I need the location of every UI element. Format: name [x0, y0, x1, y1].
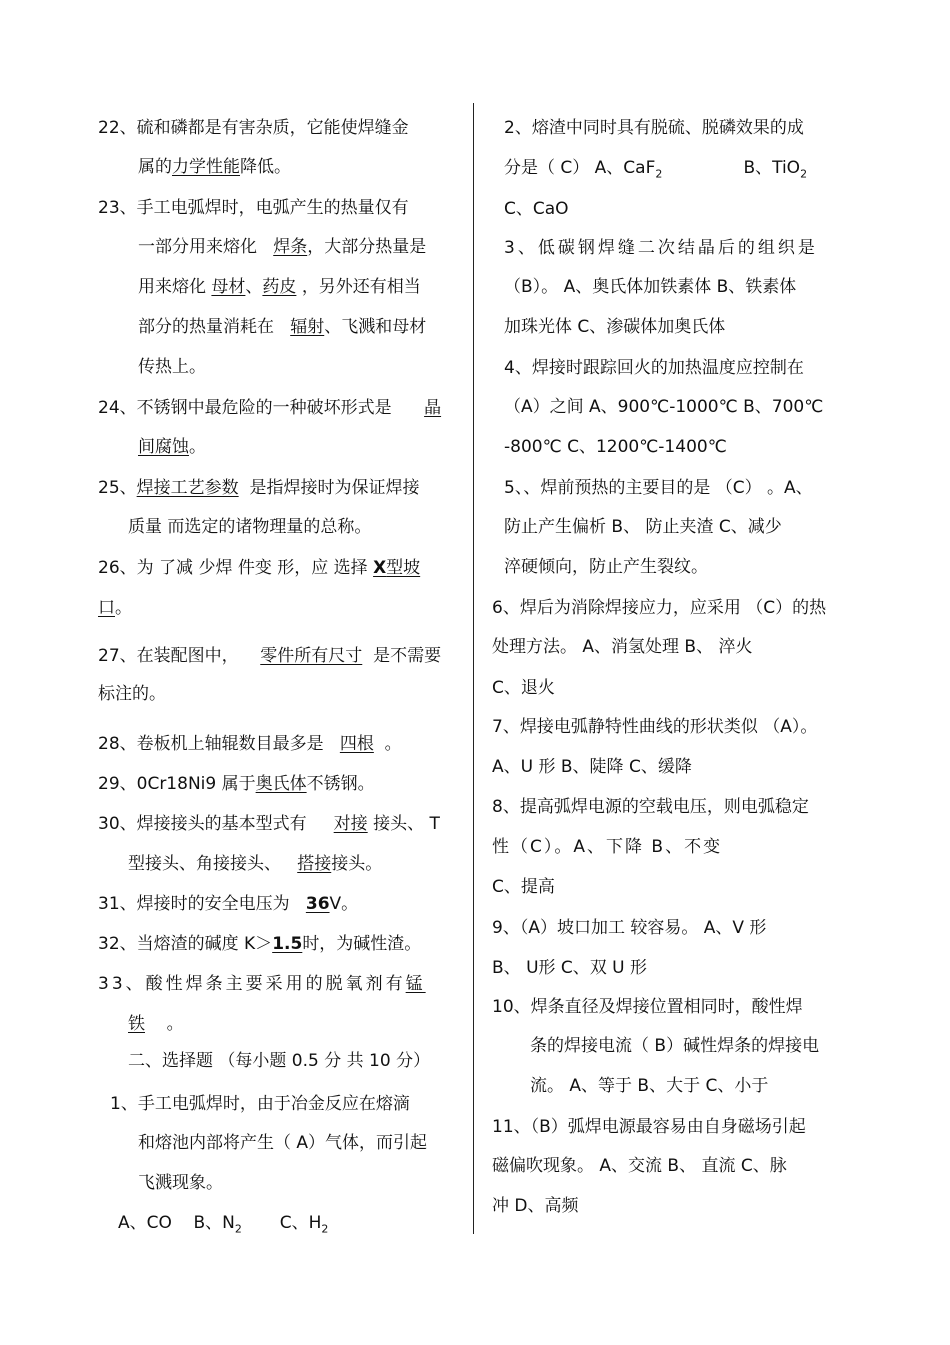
text: 条的焊接电流（ B）碱性焊条的焊接电	[530, 1036, 820, 1056]
answer-blank: 力学性能	[172, 157, 240, 177]
question-32	[98, 933, 421, 955]
question-23-line-5	[138, 356, 206, 378]
text: C、提高	[492, 877, 555, 897]
choice-2-line-2	[504, 157, 807, 185]
text: 10、焊条直径及焊接位置相同时，酸性焊	[492, 997, 803, 1017]
text: 防止产生偏析 B、 防止夹渣 C、减少	[504, 517, 782, 537]
text: 。	[115, 598, 132, 618]
text: 25、	[98, 478, 137, 498]
answer-blank: 药皮	[262, 277, 297, 297]
question-22-line-2	[138, 156, 291, 178]
question-26-line-2	[98, 597, 132, 619]
choice-1-options	[118, 1212, 328, 1240]
text: 23、手工电弧焊时，电弧产生的热量仅有	[98, 198, 409, 218]
text: 接头、 T	[373, 814, 440, 834]
text: 26、为 了减 少焊 件变 形，应 选择	[98, 558, 368, 578]
choice-4-line-1	[504, 357, 804, 379]
text: 飞溅现象。	[138, 1173, 223, 1193]
text: 29、0Cr18Ni9 属于	[98, 774, 256, 794]
answer-blank: 口	[98, 598, 115, 618]
option-a: A、CO	[118, 1213, 172, 1233]
answer-blank: X	[373, 558, 387, 578]
answer-blank: 母材	[211, 277, 246, 297]
text: 型接头、角接接头、	[128, 854, 281, 874]
text: 2、熔渣中同时具有脱硫、脱磷效果的成	[504, 118, 804, 138]
text: 传热上。	[138, 357, 206, 377]
text: C、退火	[492, 678, 555, 698]
text: 时，为碱性渣。	[302, 934, 422, 954]
text: 降低。	[240, 157, 291, 177]
choice-11-line-1	[492, 1116, 806, 1138]
choice-9-line-1	[492, 917, 766, 939]
choice-7-line-1	[492, 716, 817, 738]
option-c: C、H	[279, 1213, 322, 1233]
subscript: 2	[234, 1222, 242, 1236]
text: （A）之间 A、900℃-1000℃ B、700℃	[504, 397, 824, 417]
text: B、 U形 C、双 U 形	[492, 958, 648, 978]
choice-2-line-3	[504, 198, 569, 220]
choice-10-line-2	[530, 1035, 819, 1057]
text: 24、不锈钢中最危险的一种破坏形式是	[98, 398, 392, 418]
text: （B）。 A、奥氏体加铁素体 B、铁素体	[504, 277, 797, 297]
question-24-line-2	[138, 436, 206, 458]
answer-blank: 焊条	[273, 237, 308, 257]
text: A、U 形 B、陡降 C、缓降	[492, 757, 692, 777]
text: 是不需要	[373, 646, 442, 666]
choice-4-line-3	[504, 436, 727, 458]
text: 32、当熔渣的碱度 K＞	[98, 934, 273, 954]
answer-blank: 型坡	[386, 558, 421, 578]
option-b: B、TiO	[743, 158, 801, 178]
text: 8、提高弧焊电源的空载电压，则电弧稳定	[492, 797, 809, 817]
text: ，大部分热量是	[307, 237, 427, 257]
question-23-line-1	[98, 197, 409, 219]
text: ，另外还有相当	[301, 277, 421, 297]
text: 4、焊接时跟踪回火的加热温度应控制在	[504, 358, 804, 378]
column-divider	[473, 103, 474, 1234]
text: 部分的热量消耗在	[138, 317, 274, 337]
text: 5、、焊前预热的主要目的是 （C） 。A、	[504, 478, 813, 498]
question-22-line-1	[98, 117, 409, 139]
choice-3-line-3	[504, 316, 725, 338]
question-25-line-2	[128, 516, 371, 538]
question-31	[98, 893, 358, 915]
text: 不锈钢。	[306, 774, 375, 794]
text: 33、酸性焊条主要采用的脱氧剂有	[98, 974, 406, 994]
question-30-line-1	[98, 813, 440, 835]
text: 。	[189, 437, 206, 457]
choice-1-line-3	[138, 1172, 223, 1194]
question-25-line-1	[98, 477, 419, 499]
text: 标注的。	[98, 684, 166, 704]
choice-5-line-1	[504, 477, 813, 499]
text: -800℃ C、1200℃-1400℃	[504, 437, 727, 457]
question-33-line-2	[128, 1013, 184, 1035]
question-23-line-3	[138, 276, 421, 298]
choice-4-line-2	[504, 396, 823, 418]
answer-blank: 对接	[333, 814, 368, 834]
text: 接头。	[331, 854, 383, 874]
choice-5-line-3	[504, 556, 708, 578]
question-23-line-4	[138, 316, 426, 338]
answer-blank: 焊接工艺参数	[136, 478, 239, 498]
option-b: B、N	[193, 1213, 235, 1233]
text: 。	[166, 1014, 184, 1034]
choice-2-line-1	[504, 117, 804, 139]
answer-blank: 36	[305, 894, 330, 914]
text: 27、在装配图中，	[98, 646, 239, 666]
text: 处理方法。 A、消氢处理 B、 淬火	[492, 637, 753, 657]
text: 加珠光体 C、渗碳体加奥氏体	[504, 317, 726, 337]
text: 冲 D、高频	[492, 1196, 579, 1216]
answer-blank: 奥氏体	[255, 774, 307, 794]
text: 9、（A）坡口加工 较容易。 A、V 形	[492, 918, 767, 938]
text: 用来熔化	[138, 277, 206, 297]
text: 性（C）。A、下降 B、不变	[492, 837, 723, 857]
text: 分是（ C） A、CaF	[504, 158, 656, 178]
answer-blank: 四根	[339, 734, 374, 754]
choice-6-line-1	[492, 597, 826, 619]
choice-1-line-2	[138, 1132, 427, 1154]
text: 22、硫和磷都是有害杂质，它能使焊缝金	[98, 118, 409, 138]
text: 1、手工电弧焊时，由于冶金反应在熔滴	[110, 1094, 410, 1114]
text: 、	[245, 277, 263, 297]
choice-5-line-2	[504, 516, 782, 538]
answer-blank: 铁	[128, 1014, 145, 1034]
choice-3-line-2	[504, 276, 796, 298]
text: 6、焊后为消除焊接应力，应采用 （C）的热	[492, 598, 827, 618]
question-28	[98, 733, 402, 755]
text: C、CaO	[504, 199, 569, 219]
answer-blank: 锰	[405, 974, 426, 994]
text: 、飞溅和母材	[324, 317, 427, 337]
question-24-line-1	[98, 397, 441, 419]
text: 淬硬倾向，防止产生裂纹。	[504, 557, 708, 577]
text: 质量 而选定的诸物理量的总称。	[128, 517, 372, 537]
answer-blank: 间腐蚀	[138, 437, 189, 457]
answer-blank: 1.5	[272, 934, 303, 954]
choice-9-line-2	[492, 957, 647, 979]
text: 7、焊接电弧静特性曲线的形状类似 （A）。	[492, 717, 818, 737]
choice-8-line-1	[492, 796, 809, 818]
text: 11、（B）弧焊电源最容易由自身磁场引起	[492, 1117, 806, 1137]
text: 二、选择题 （每小题 0.5 分 共 10 分）	[128, 1051, 431, 1071]
question-26-line-1	[98, 557, 420, 579]
subscript: 2	[800, 167, 808, 181]
text: 属的	[138, 157, 172, 177]
text: 31、焊接时的安全电压为	[98, 894, 290, 914]
subscript: 2	[655, 167, 663, 181]
text: 和熔池内部将产生（ A）气体，而引起	[138, 1133, 428, 1153]
question-33-line-1	[98, 973, 426, 995]
choice-3-line-1	[504, 237, 818, 259]
question-27-line-2	[98, 683, 166, 705]
choice-6-line-2	[492, 636, 753, 658]
choice-8-line-2	[492, 836, 722, 858]
choice-10-line-1	[492, 996, 803, 1018]
choice-11-line-3	[492, 1195, 579, 1217]
answer-blank: 零件所有尺寸	[260, 646, 363, 666]
choice-10-line-3	[530, 1075, 768, 1097]
choice-1-line-1	[110, 1093, 410, 1115]
choice-8-line-3	[492, 876, 555, 898]
text: 30、焊接接头的基本型式有	[98, 814, 307, 834]
question-30-line-2	[128, 853, 382, 875]
answer-blank: 晶	[424, 398, 442, 418]
text: 一部分用来熔化	[138, 237, 257, 257]
text: 。	[384, 734, 402, 754]
choice-6-line-3	[492, 677, 555, 699]
section-heading-choice	[128, 1050, 430, 1072]
text: 磁偏吹现象。 A、交流 B、 直流 C、脉	[492, 1156, 787, 1176]
text: 3、低碳钢焊缝二次结晶后的组织是	[504, 238, 818, 258]
question-27-line-1	[98, 645, 441, 667]
question-23-line-2	[138, 236, 426, 258]
question-29	[98, 773, 375, 795]
text: 流。 A、等于 B、大于 C、小于	[530, 1076, 769, 1096]
text: V。	[329, 894, 359, 914]
subscript: 2	[321, 1222, 329, 1236]
choice-11-line-2	[492, 1155, 787, 1177]
text: 28、卷板机上轴辊数目最多是	[98, 734, 324, 754]
answer-blank: 辐射	[290, 317, 325, 337]
choice-7-line-2	[492, 756, 692, 778]
text: 是指焊接时为保证焊接	[249, 478, 420, 498]
answer-blank: 搭接	[297, 854, 332, 874]
